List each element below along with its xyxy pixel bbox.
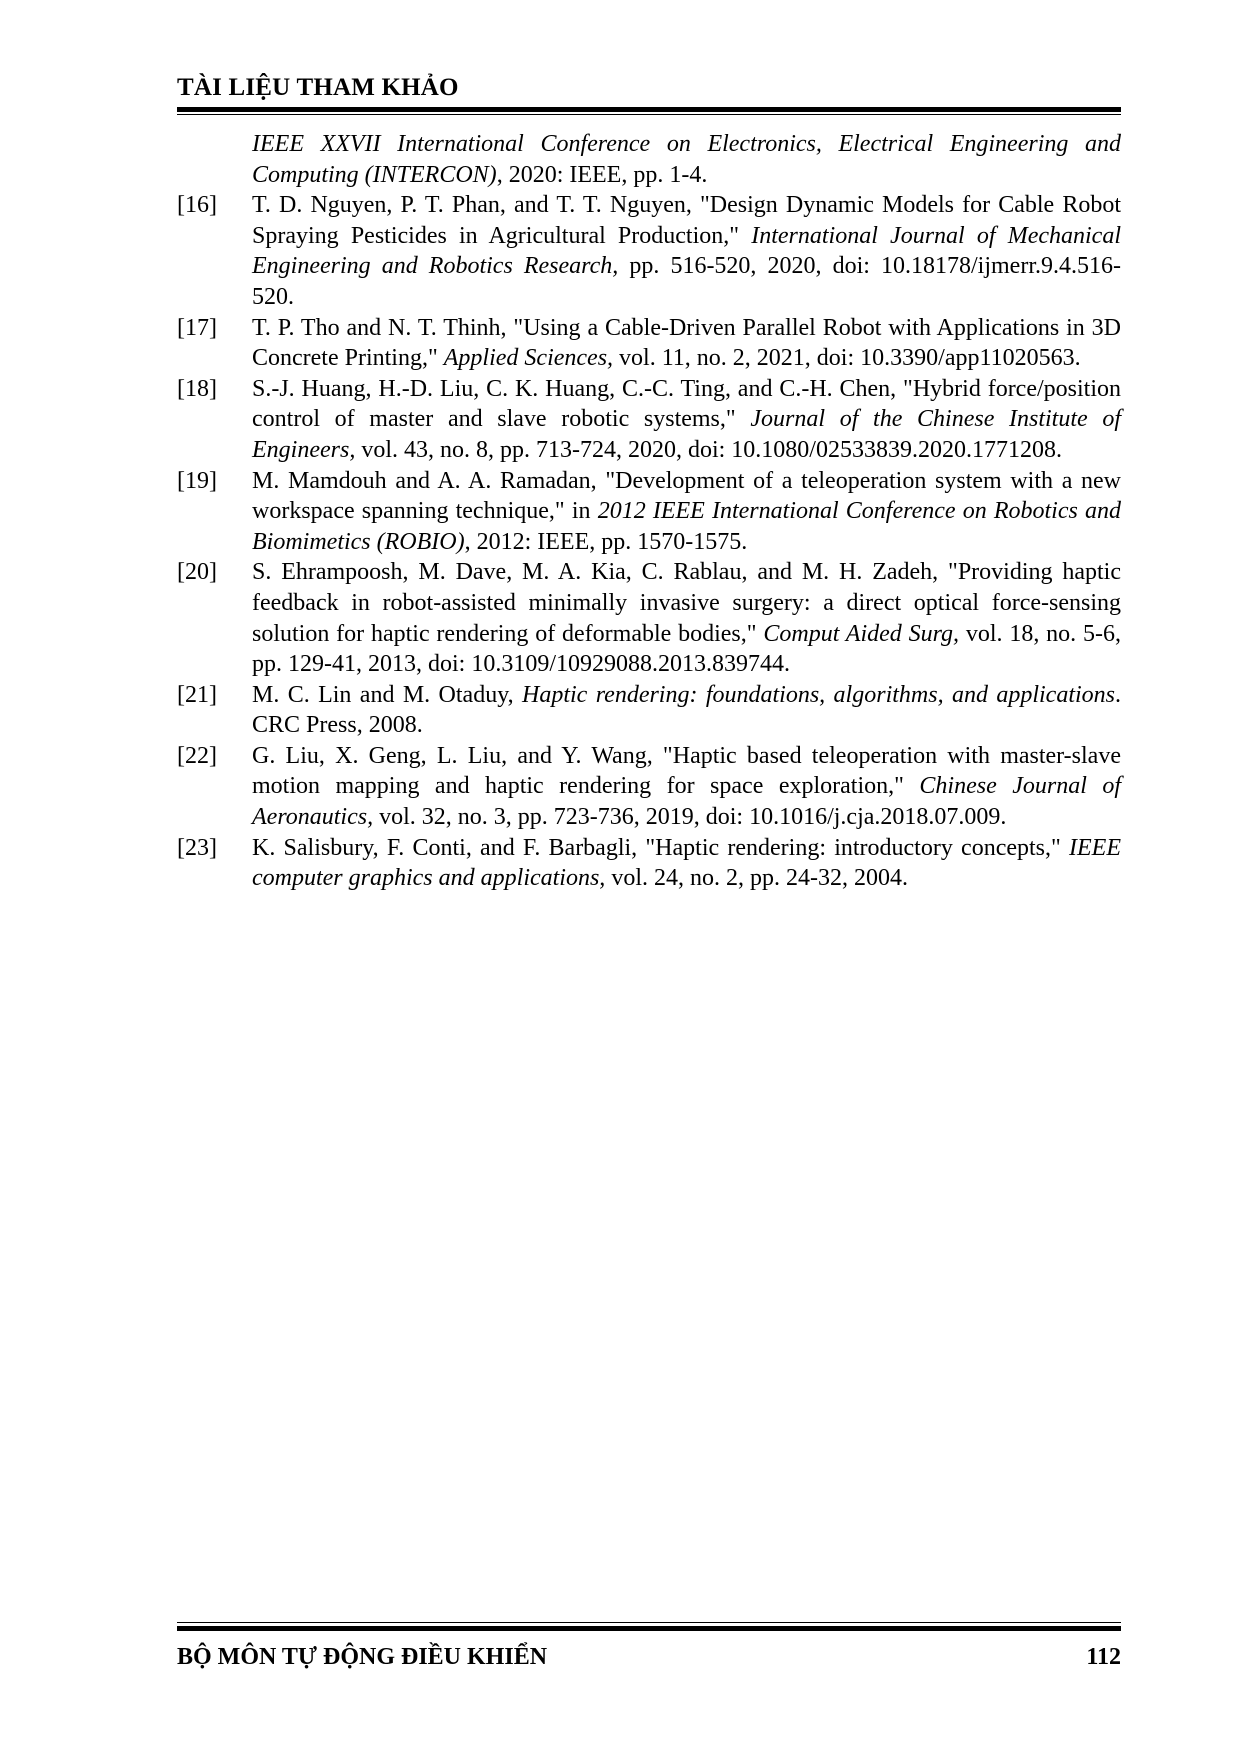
footer-department: BỘ MÔN TỰ ĐỘNG ĐIỀU KHIỂN	[177, 1644, 548, 1670]
reference-details: vol. 18, no. 5-6, pp. 129-41, 2013, doi: 10.3109/10929088.2013.839744.	[252, 620, 1121, 678]
reference-item	[177, 741, 1121, 833]
reference-number: [20]	[177, 559, 217, 586]
reference-number: [17]	[177, 314, 217, 341]
reference-authors-title: S.-J. Huang, H.-D. Liu, C. K. Huang, C.-C. Ting, and C.-H. Chen, "Hybrid force/position control of master and slave robotic systems,"	[252, 375, 1121, 433]
reference-title-italic: Haptic rendering: foundations, algorithms, and applications	[522, 681, 1115, 708]
reference-item	[177, 313, 1121, 374]
reference-item	[177, 129, 1121, 190]
page-header-title: TÀI LIỆU THAM KHẢO	[177, 74, 459, 101]
reference-item	[177, 466, 1121, 558]
reference-text	[252, 374, 1121, 466]
reference-number: [19]	[177, 467, 217, 494]
reference-authors-title: T. D. Nguyen, P. T. Phan, and T. T. Nguyen, "Design Dynamic Models for Cable Robot Spraying Pesticides in Agricultural Production,"	[252, 192, 1121, 249]
reference-details: , 2020: IEEE, pp. 1-4.	[496, 161, 708, 188]
reference-item	[177, 680, 1121, 741]
footer-rule-thin	[177, 1622, 1121, 1623]
reference-text	[252, 680, 1121, 741]
reference-text	[252, 190, 1121, 312]
reference-item	[177, 190, 1121, 312]
reference-venue-italic: IEEE computer graphics and applications,	[252, 834, 1121, 892]
reference-number: [21]	[177, 681, 217, 708]
reference-details: vol. 43, no. 8, pp. 713-724, 2020, doi: 10.1080/02533839.2020.1771208.	[355, 436, 1062, 463]
reference-details: . CRC Press, 2008.	[252, 681, 1121, 739]
reference-text	[252, 466, 1121, 558]
reference-text	[252, 557, 1121, 679]
reference-venue-italic: Journal of the Chinese Institute of Engineers,	[252, 406, 1122, 463]
page-number: 112	[1086, 1644, 1121, 1670]
reference-details: pp. 516-520, 2020, doi: 10.18178/ijmerr.9.4.516-520.	[252, 253, 1121, 310]
reference-venue-italic: Comput Aided Surg,	[763, 620, 960, 647]
reference-venue-italic: Applied Sciences,	[443, 345, 614, 372]
reference-item	[177, 557, 1121, 679]
reference-venue-italic: International Journal of Mechanical Engineering and Robotics Research,	[252, 222, 1121, 280]
reference-title-italic: IEEE XXVII International Conference on Electronics, Electrical Engineering and Computing (INTERCON)	[252, 131, 1121, 188]
header-rule-thick	[177, 107, 1121, 112]
reference-venue-italic: Chinese Journal of Aeronautics,	[252, 773, 1121, 831]
reference-details: vol. 11, no. 2, 2021, doi: 10.3390/app11020563.	[613, 345, 1081, 372]
reference-details: vol. 24, no. 2, pp. 24-32, 2004.	[605, 865, 908, 892]
reference-text	[252, 313, 1121, 374]
reference-item	[177, 374, 1121, 466]
reference-number: [22]	[177, 742, 217, 769]
reference-number: [23]	[177, 834, 217, 861]
reference-authors-title: T. P. Tho and N. T. Thinh, "Using a Cable-Driven Parallel Robot with Applications in 3D Concrete Printing,"	[252, 314, 1121, 372]
reference-number: [18]	[177, 375, 217, 402]
reference-authors-title: K. Salisbury, F. Conti, and F. Barbagli, "Haptic rendering: introductory concepts,"	[252, 834, 1070, 861]
reference-details: vol. 32, no. 3, pp. 723-736, 2019, doi: 10.1016/j.cja.2018.07.009.	[373, 804, 1007, 831]
reference-text	[252, 833, 1121, 894]
reference-text	[252, 741, 1121, 833]
footer-rule-thick	[177, 1626, 1121, 1631]
reference-text	[252, 129, 1121, 190]
reference-authors: M. C. Lin and M. Otaduy,	[252, 681, 523, 708]
reference-authors-title: S. Ehrampoosh, M. Dave, M. A. Kia, C. Rablau, and M. H. Zadeh, "Providing haptic feedback in robot-assisted minimally invasive surgery: a direct optical force-sensing solution for haptic rendering of deformable bodies,"	[252, 559, 1121, 647]
reference-item	[177, 833, 1121, 894]
reference-authors-title: G. Liu, X. Geng, L. Liu, and Y. Wang, "Haptic based teleoperation with master-slave motion mapping and haptic rendering for space exploration,"	[252, 742, 1121, 800]
reference-list	[177, 129, 1121, 894]
reference-number: [16]	[177, 192, 217, 219]
reference-details: , 2012: IEEE, pp. 1570-1575.	[464, 528, 748, 555]
header-rule-thin	[177, 114, 1121, 115]
reference-venue-italic: 2012 IEEE International Conference on Robotics and Biomimetics (ROBIO)	[252, 498, 1121, 555]
reference-authors-title: M. Mamdouh and A. A. Ramadan, "Development of a teleoperation system with a new workspace spanning technique," in	[252, 467, 1121, 525]
